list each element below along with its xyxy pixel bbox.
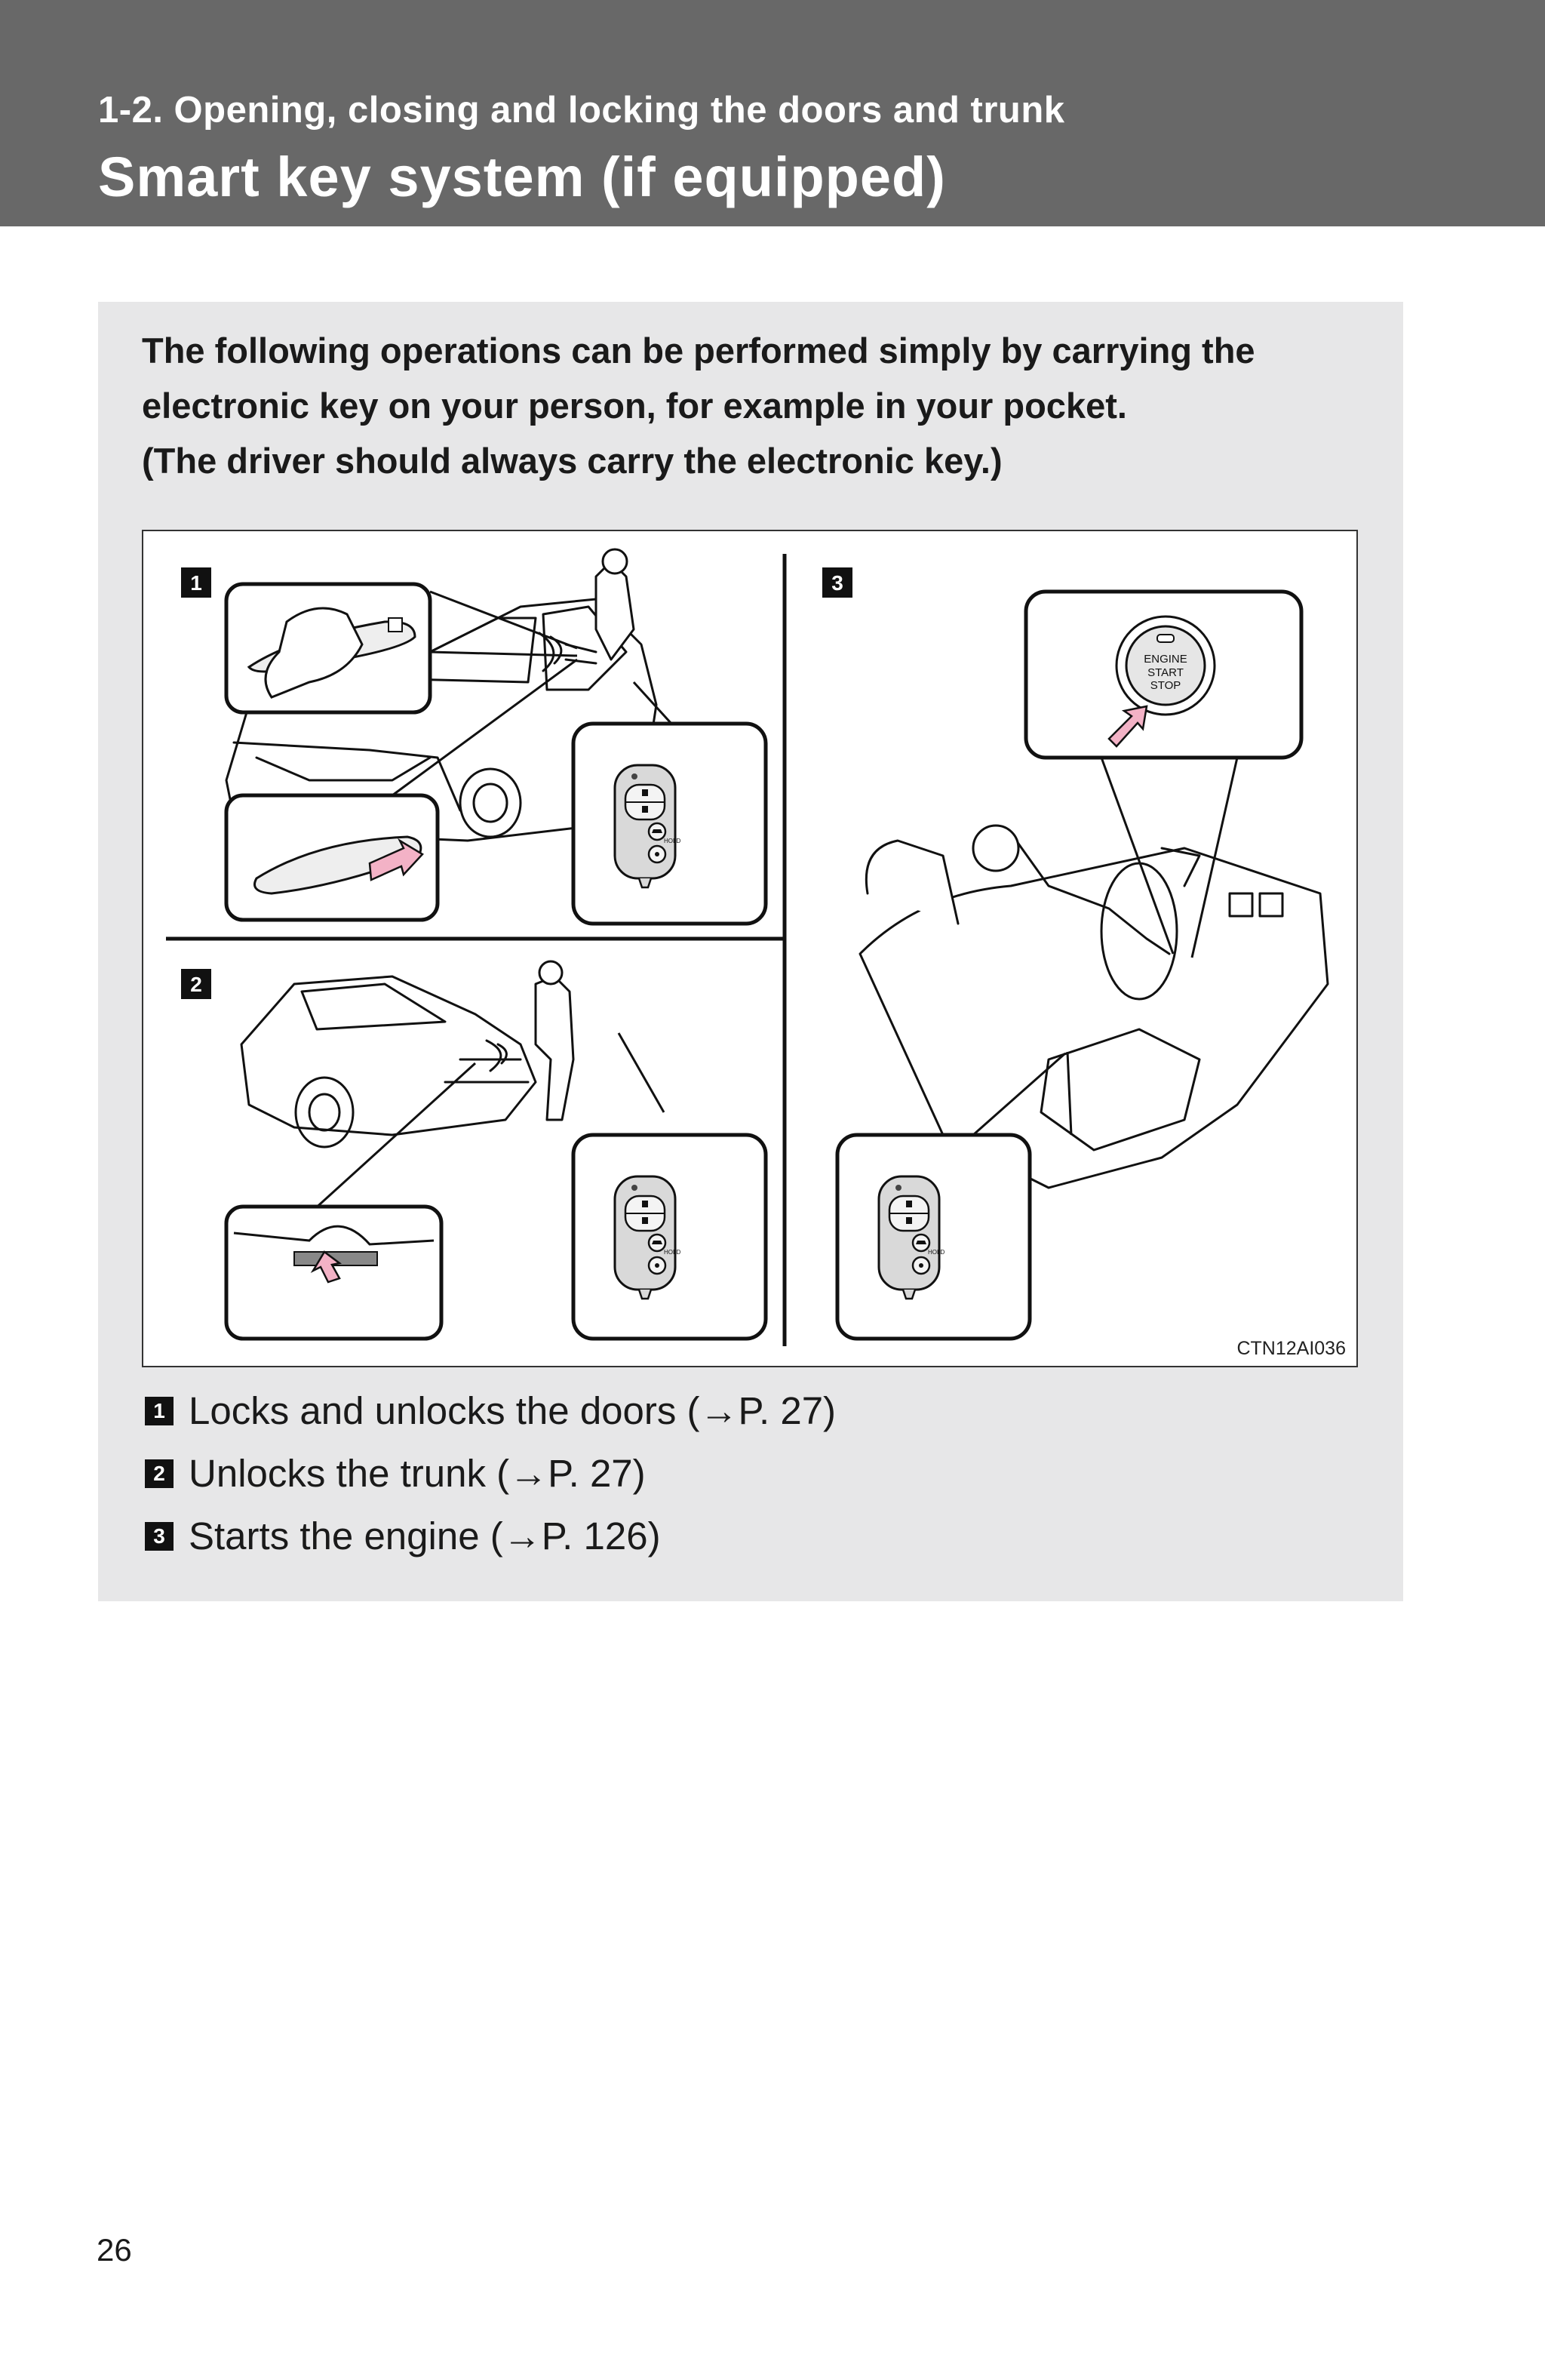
panel-1-key-hold-label: HOLD: [664, 838, 681, 844]
panel-3-key-hold-label: HOLD: [928, 1249, 945, 1256]
item-text: Starts the engine (→P. 126): [189, 1514, 661, 1557]
intro-text: [142, 323, 1349, 488]
panel-badge-3-label: 3: [831, 571, 843, 595]
item-list: [145, 1379, 1352, 1567]
figure-code: CTN12AI036: [1236, 1338, 1346, 1359]
section-label: 1-2. Opening, closing and locking the doors and trunk: [98, 90, 1065, 131]
page-header: [0, 0, 1545, 226]
panel-badge-1-label: 1: [190, 571, 202, 595]
start-button-line-3: STOP: [1150, 679, 1181, 692]
panel-badge-1: [181, 567, 211, 598]
panel-2-key-inset: [573, 1033, 766, 1339]
item-text: Locks and unlocks the doors (→P. 27): [189, 1389, 837, 1432]
start-button-line-2: START: [1147, 666, 1184, 679]
panel-badge-2: [181, 969, 211, 999]
content-box: [98, 302, 1403, 1601]
intro-line-1: The following operations can be performed simply by carrying the: [142, 331, 1255, 371]
panel-2-scene: [241, 961, 573, 1147]
page-title: Smart key system (if equipped): [98, 146, 946, 208]
panel-badge-2-label: 2: [190, 973, 202, 996]
intro-line-3: (The driver should always carry the electronic key.): [142, 441, 1003, 481]
illustration-svg: [143, 531, 1356, 1366]
list-item: [145, 1442, 1352, 1505]
list-item: [145, 1379, 1352, 1442]
panel-2-key-hold-label: HOLD: [664, 1249, 681, 1256]
list-item: [145, 1505, 1352, 1567]
panel-badge-3: [822, 567, 852, 598]
item-number-badge: 2: [145, 1459, 174, 1488]
intro-line-2: electronic key on your person, for example in your pocket.: [142, 386, 1127, 426]
item-text: Unlocks the trunk (→P. 27): [189, 1452, 646, 1495]
item-number-badge: 1: [145, 1397, 174, 1425]
item-number-badge: 3: [145, 1522, 174, 1551]
page-number: 26: [97, 2232, 132, 2268]
start-button-line-1: ENGINE: [1144, 653, 1187, 666]
smart-key-illustration: [142, 530, 1358, 1367]
